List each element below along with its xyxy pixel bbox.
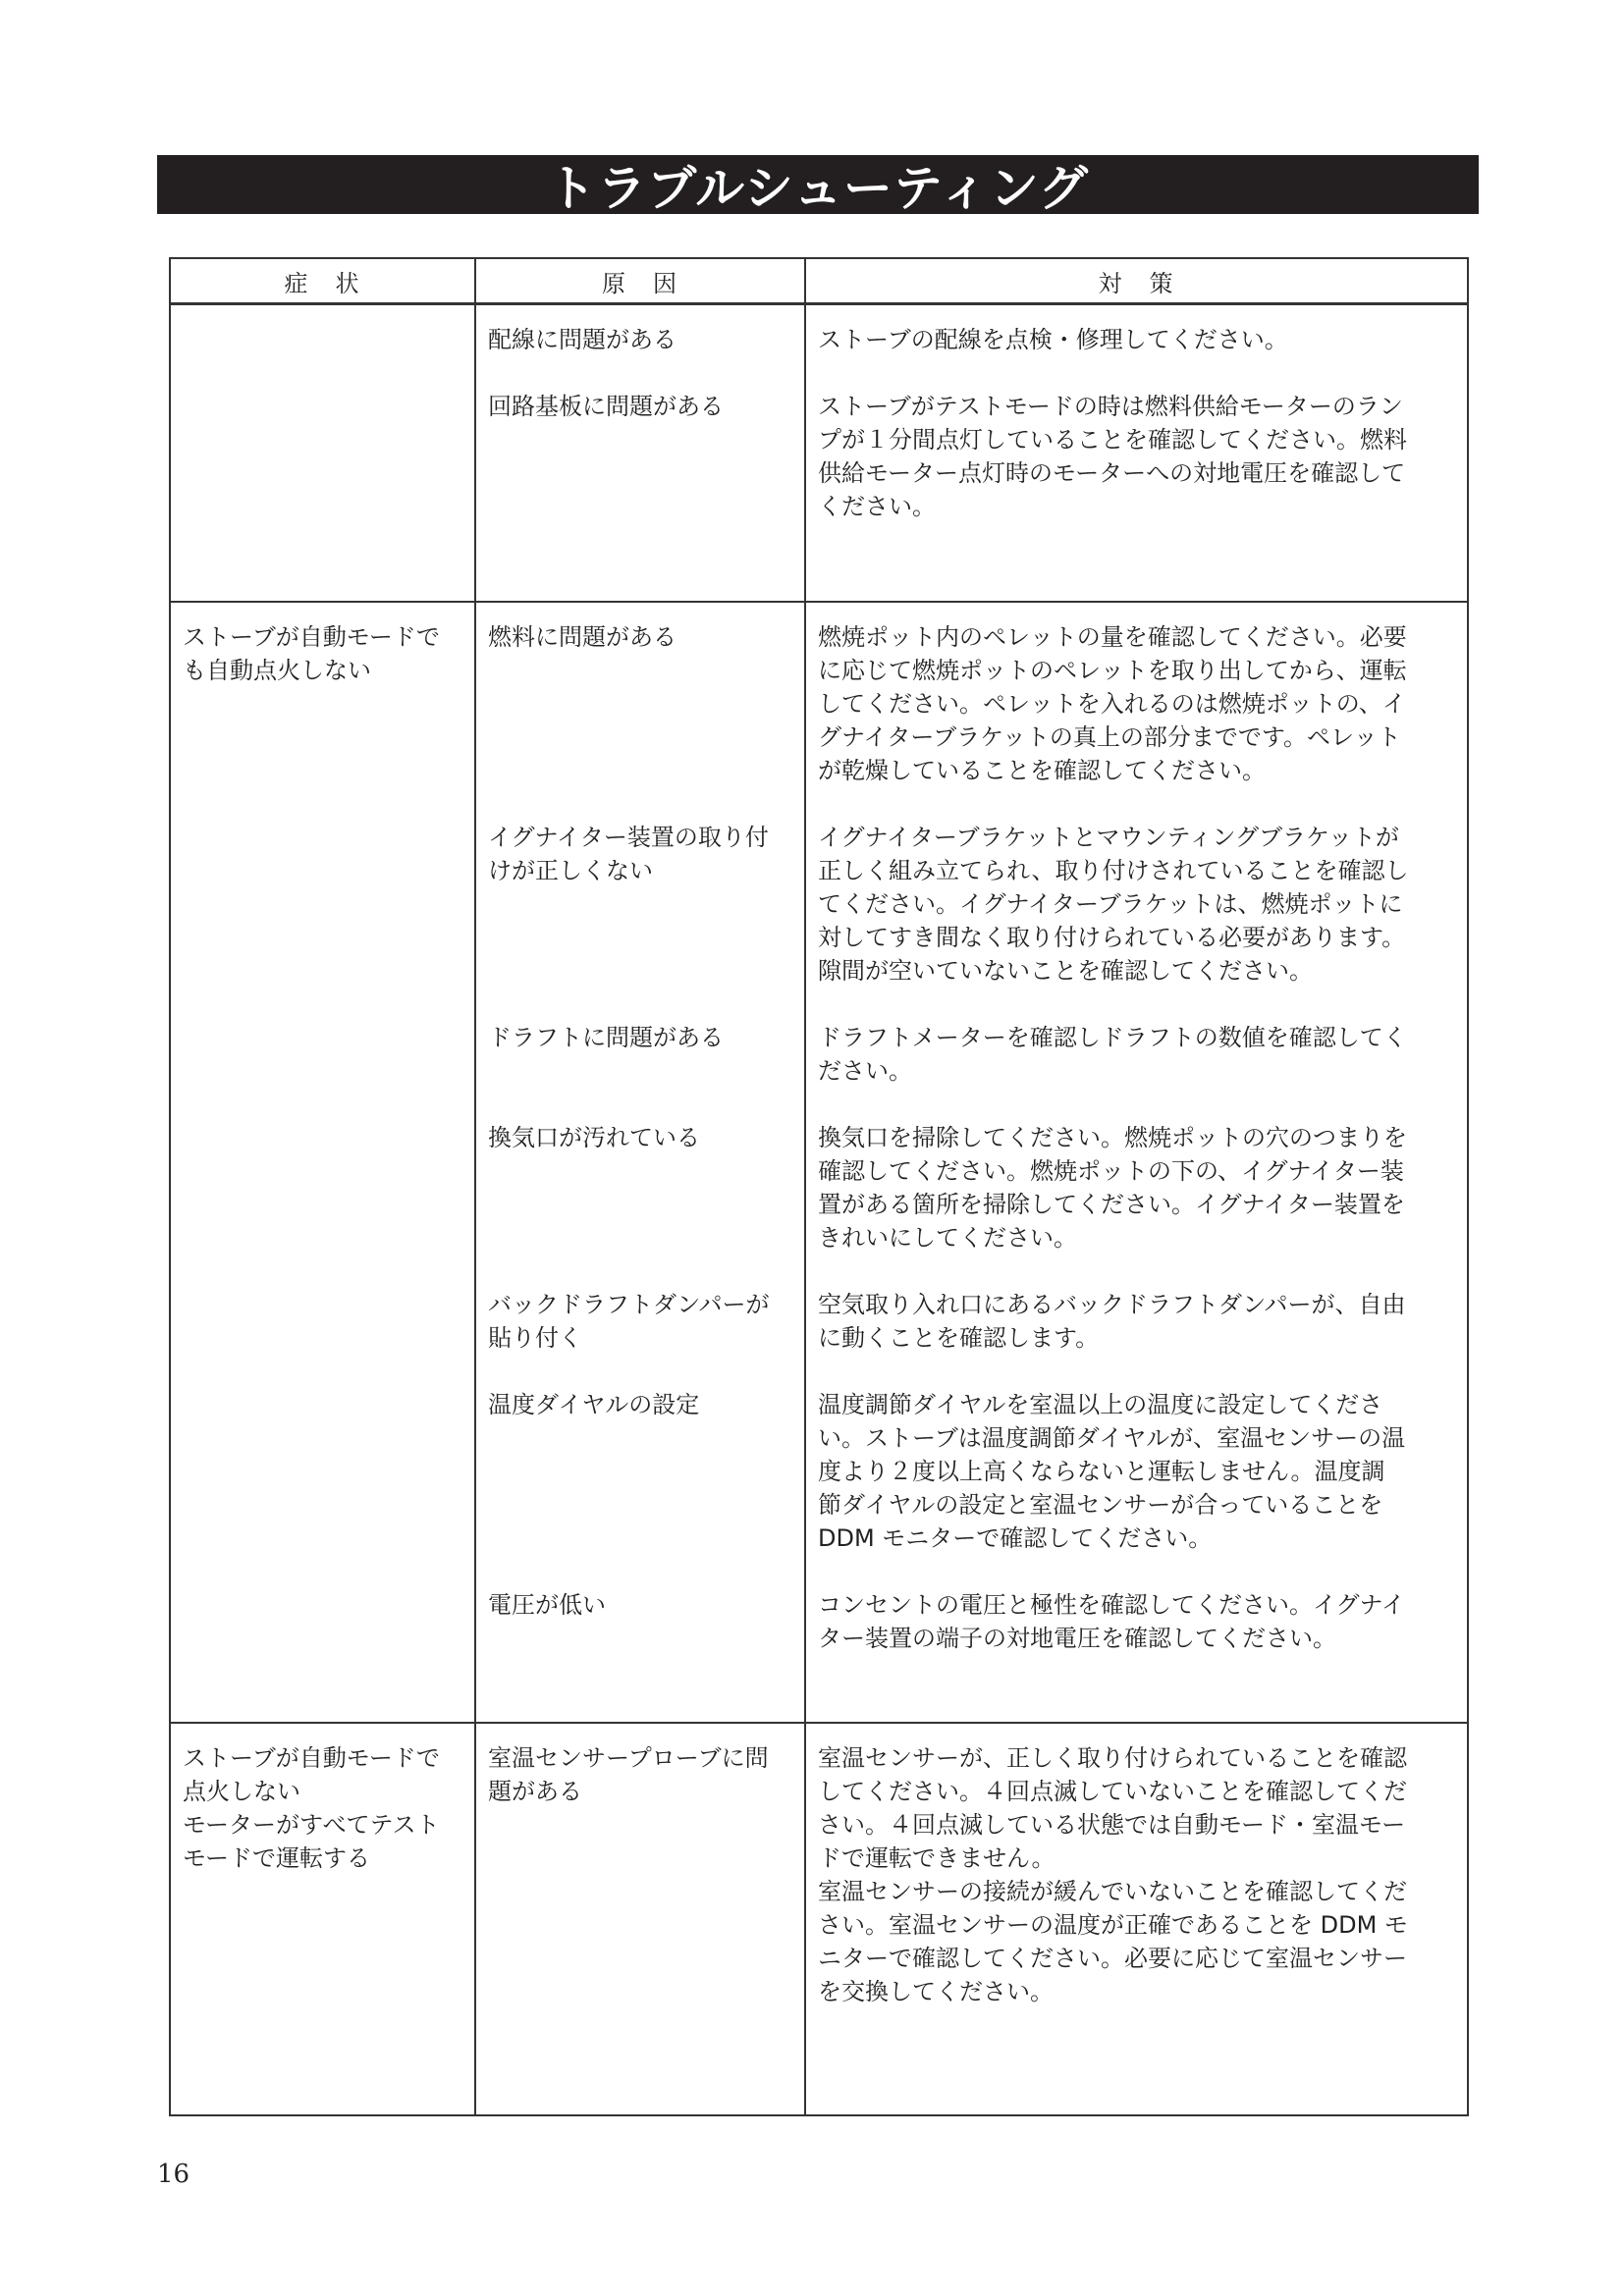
cause-text-line: 温度ダイヤルの設定	[488, 1390, 700, 1418]
table-header-row	[170, 258, 1468, 304]
cause-spacer	[488, 721, 792, 754]
cause-text-line: 回路基板に問題がある	[488, 393, 724, 420]
cause-spacer	[488, 1421, 792, 1455]
cause-item	[488, 1741, 792, 2008]
remedy-text-line: 対してすき間なく取り付けられている必要があります。	[818, 923, 1406, 951]
cause-item	[488, 1021, 792, 1088]
remedy-text-line: 隙間が空いていないことを確認してください。	[818, 956, 1313, 985]
remedy-text-line: 燃焼ポット内のペレットの量を確認してください。必要	[818, 622, 1407, 651]
header-remedy: 対 策	[805, 258, 1468, 304]
remedy-cell	[805, 1723, 1468, 2115]
row-gap	[818, 1255, 1455, 1288]
symptom-cell	[170, 304, 475, 602]
row-gap	[818, 356, 1455, 390]
remedy-text-line: を交換してください。	[818, 1977, 1054, 2005]
remedy-text-line: ださい。	[818, 1056, 912, 1085]
cause-item	[488, 323, 792, 356]
remedy-text-line: 室温センサーの接続が緩んでいないことを確認してくだ	[818, 1877, 1407, 1905]
row-gap	[818, 1355, 1455, 1388]
remedy-text-line: プが１分間点灯していることを確認してください。燃料	[818, 426, 1407, 454]
cause-text-line: けが正しくない	[488, 856, 653, 884]
cause-text-line: 電圧が低い	[488, 1590, 606, 1619]
symptom-text-line: ストーブが自動モードで	[183, 622, 440, 651]
cause-item	[488, 1588, 792, 1655]
table-row	[170, 602, 1468, 1723]
cause-item	[488, 821, 792, 988]
row-gap	[818, 787, 1455, 821]
remedy-text-line: ニターで確認してください。必要に応じて室温センサー	[818, 1944, 1407, 1972]
row-gap	[818, 988, 1455, 1021]
cause-cell	[475, 602, 805, 1723]
row-gap	[488, 356, 792, 390]
remedy-cell	[805, 304, 1468, 602]
cause-spacer	[488, 887, 792, 921]
cause-cell	[475, 1723, 805, 2115]
cause-cell	[475, 304, 805, 602]
symptom-text-line: ストーブが自動モードで	[183, 1743, 440, 1772]
row-gap	[488, 988, 792, 1021]
remedy-text-line: 度より２度以上高くならないと運転しません。温度調	[818, 1457, 1385, 1485]
remedy-text-line: に動くことを確認します。	[818, 1323, 1100, 1352]
cause-spacer	[488, 1908, 792, 1942]
remedy-text-line: 供給モーター点灯時のモーターへの対地電圧を確認して	[818, 459, 1406, 487]
cause-spacer	[488, 1622, 792, 1655]
remedy-text-line: ター装置の端子の対地電圧を確認してください。	[818, 1624, 1336, 1652]
cause-item	[488, 1121, 792, 1255]
remedy-item	[818, 1288, 1455, 1355]
symptom-cell	[170, 1723, 475, 2115]
symptom-text-line: も自動点火しない	[183, 656, 371, 684]
cause-spacer	[488, 423, 792, 456]
page-number: 16	[157, 2160, 190, 2189]
row-gap	[488, 1088, 792, 1121]
remedy-text-line: ドで運転できません。	[818, 1843, 1056, 1872]
cause-spacer	[488, 921, 792, 954]
cause-spacer	[488, 1488, 792, 1522]
remedy-item	[818, 1121, 1455, 1255]
cause-spacer	[488, 1455, 792, 1488]
cause-text-line: イグナイター装置の取り付	[488, 823, 769, 851]
remedy-text-line: 換気口を掃除してください。燃焼ポットの穴のつまりを	[818, 1123, 1407, 1151]
remedy-text-line: 置がある箇所を掃除してください。イグナイター装置を	[818, 1190, 1405, 1218]
cause-text-line: 配線に問題がある	[488, 326, 677, 353]
row-gap	[818, 1555, 1455, 1588]
cause-spacer	[488, 1942, 792, 1975]
remedy-text-line: コンセントの電圧と極性を確認してください。イグナイ	[818, 1590, 1405, 1619]
remedy-text-line: が乾燥していることを確認してください。	[818, 756, 1266, 784]
remedy-item	[818, 323, 1455, 356]
cause-text-line: 換気口が汚れている	[488, 1123, 700, 1151]
table-body	[170, 304, 1468, 2115]
cause-item	[488, 1388, 792, 1555]
remedy-cell	[805, 602, 1468, 1723]
remedy-text-line: 空気取り入れ口にあるバックドラフトダンパーが、自由	[818, 1290, 1406, 1318]
row-gap	[488, 1555, 792, 1588]
remedy-text-line: イグナイターブラケットとマウンティングブラケットが	[818, 823, 1399, 851]
cause-item	[488, 390, 792, 523]
symptom-text-line: モーターがすべてテスト	[183, 1810, 440, 1839]
remedy-text-line: 室温センサーが、正しく取り付けられていることを確認	[818, 1743, 1407, 1772]
remedy-item	[818, 390, 1455, 523]
row-gap	[818, 1088, 1455, 1121]
remedy-text-line: してください。４回点滅していないことを確認してくだ	[818, 1777, 1407, 1805]
cause-spacer	[488, 1054, 792, 1088]
remedy-text-line: ストーブの配線を点検・修理してください。	[818, 326, 1288, 353]
cause-spacer	[488, 687, 792, 721]
cause-spacer	[488, 754, 792, 787]
symptom-text-line: モードで運転する	[183, 1843, 371, 1872]
cause-text-line: バックドラフトダンパーが	[488, 1290, 770, 1318]
cause-spacer	[488, 1842, 792, 1875]
cause-item	[488, 1288, 792, 1355]
remedy-item	[818, 1021, 1455, 1088]
remedy-item	[818, 620, 1455, 787]
remedy-item	[818, 1741, 1455, 2008]
remedy-text-line: さい。室温センサーの温度が正確であることを DDM モ	[818, 1910, 1408, 1939]
cause-spacer	[488, 954, 792, 988]
remedy-text-line: 節ダイヤルの設定と室温センサーが合っていることを	[818, 1490, 1383, 1519]
cause-spacer	[488, 1975, 792, 2008]
remedy-text-line: に応じて燃焼ポットのペレットを取り出してから、運転	[818, 656, 1407, 684]
remedy-text-line: してください。ペレットを入れるのは燃焼ポットの、イ	[818, 689, 1406, 718]
cause-spacer	[488, 490, 792, 523]
cause-spacer	[488, 654, 792, 687]
cause-text-line: 燃料に問題がある	[488, 622, 677, 651]
cause-spacer	[488, 1188, 792, 1221]
remedy-item	[818, 1588, 1455, 1655]
header-symptom: 症 状	[170, 258, 475, 304]
cause-spacer	[488, 1221, 792, 1255]
remedy-text-line: てください。イグナイターブラケットは、燃焼ポットに	[818, 889, 1403, 918]
cause-spacer	[488, 1875, 792, 1908]
cause-text-line: 室温センサープローブに問	[488, 1743, 769, 1772]
remedy-text-line: きれいにしてください。	[818, 1223, 1077, 1252]
remedy-text-line: ドラフトメーターを確認しドラフトの数値を確認してく	[818, 1023, 1407, 1051]
cause-text-line: 貼り付く	[488, 1323, 582, 1352]
page-title: トラブルシューティング	[157, 155, 1479, 214]
remedy-text-line: DDM モニターで確認してください。	[818, 1523, 1213, 1552]
remedy-text-line: 正しく組み立てられ、取り付けされていることを確認し	[818, 856, 1409, 884]
symptom-cell	[170, 602, 475, 1723]
table-row	[170, 304, 1468, 602]
remedy-text-line: ください。	[818, 493, 936, 520]
cause-spacer	[488, 1808, 792, 1842]
remedy-text-line: ストーブがテストモードの時は燃料供給モーターのラン	[818, 393, 1403, 420]
remedy-item	[818, 1388, 1455, 1555]
cause-spacer	[488, 1154, 792, 1188]
remedy-text-line: 確認してください。燃焼ポットの下の、イグナイター装	[818, 1156, 1404, 1185]
remedy-text-line: い。ストーブは温度調節ダイヤルが、室温センサーの温	[818, 1423, 1406, 1452]
remedy-text-line: 温度調節ダイヤルを室温以上の温度に設定してくださ	[818, 1390, 1383, 1418]
row-gap	[488, 1255, 792, 1288]
row-gap	[488, 1355, 792, 1388]
troubleshooting-table	[169, 257, 1469, 2116]
remedy-text-line: グナイターブラケットの真上の部分までです。ペレット	[818, 722, 1401, 751]
cause-text-line: ドラフトに問題がある	[488, 1023, 724, 1051]
header-cause: 原 因	[475, 258, 805, 304]
remedy-item	[818, 821, 1455, 988]
cause-item	[488, 620, 792, 787]
row-gap	[488, 787, 792, 821]
symptom-text-line: 点火しない	[183, 1777, 300, 1805]
cause-spacer	[488, 1522, 792, 1555]
remedy-text-line: さい。４回点滅している状態では自動モード・室温モー	[818, 1810, 1406, 1839]
table-row	[170, 1723, 1468, 2115]
cause-spacer	[488, 456, 792, 490]
cause-text-line: 題がある	[488, 1777, 582, 1805]
